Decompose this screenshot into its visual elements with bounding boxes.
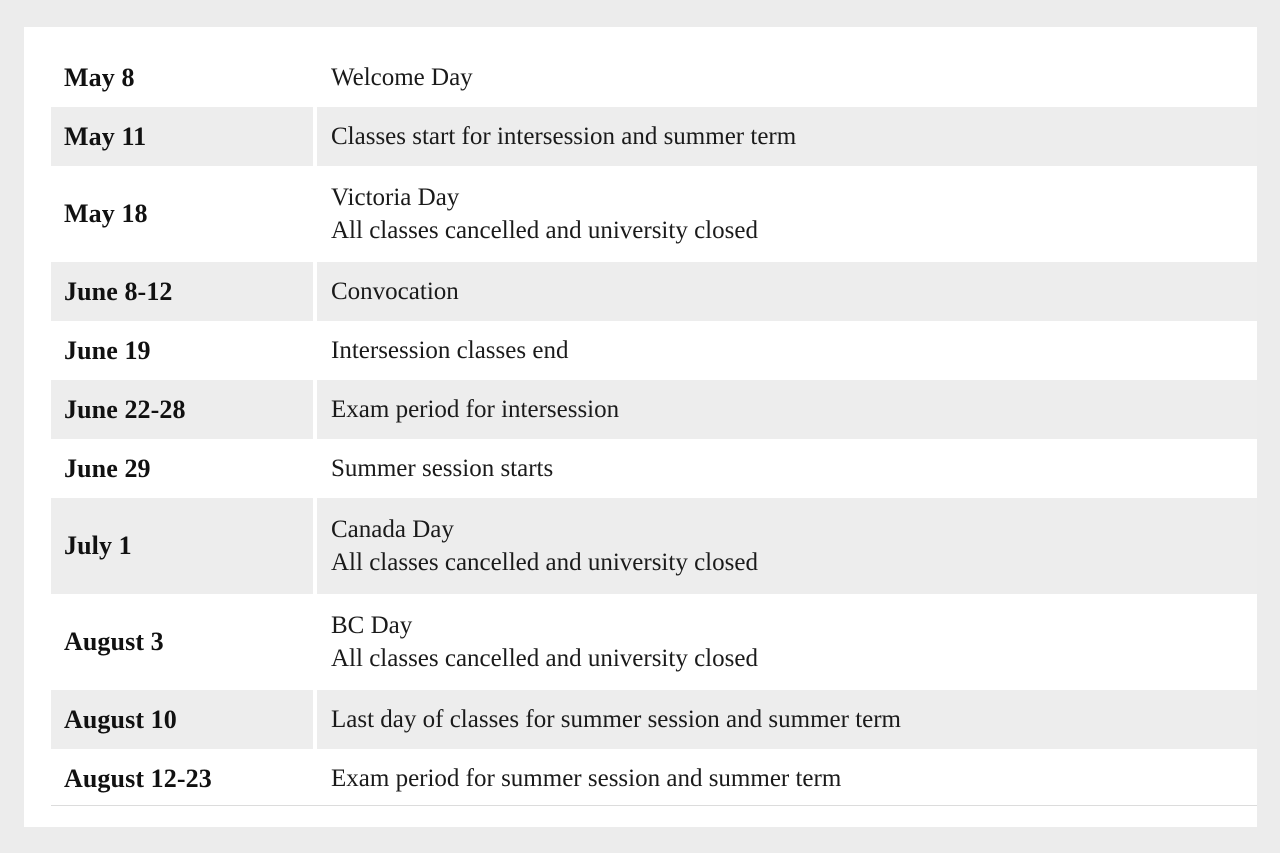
event-line: All classes cancelled and university closed xyxy=(331,549,758,576)
table-row xyxy=(51,321,1257,380)
date-cell: June 19 xyxy=(51,321,315,380)
event-cell xyxy=(315,690,1257,749)
event-cell xyxy=(315,48,1257,107)
table-row xyxy=(51,498,1257,594)
date-cell: June 29 xyxy=(51,439,315,498)
event-line: Victoria Day xyxy=(331,184,460,211)
event-line: All classes cancelled and university closed xyxy=(331,645,758,672)
event-cell xyxy=(315,262,1257,321)
event-line: Summer session starts xyxy=(331,455,554,482)
table-row xyxy=(51,594,1257,690)
event-cell xyxy=(315,749,1257,808)
event-cell xyxy=(315,166,1257,262)
date-cell: June 22-28 xyxy=(51,380,315,439)
table-row xyxy=(51,166,1257,262)
content-card xyxy=(24,27,1257,827)
event-line: Exam period for summer session and summer term xyxy=(331,765,842,792)
event-cell xyxy=(315,107,1257,166)
date-cell: July 1 xyxy=(51,498,315,594)
event-line: Exam period for intersession xyxy=(331,396,620,423)
event-line: Intersession classes end xyxy=(331,337,569,364)
date-cell: May 8 xyxy=(51,48,315,107)
date-cell: May 11 xyxy=(51,107,315,166)
date-cell: August 12-23 xyxy=(51,749,315,808)
date-cell: August 10 xyxy=(51,690,315,749)
table-body xyxy=(51,48,1257,808)
table-row xyxy=(51,439,1257,498)
event-line: Convocation xyxy=(331,278,459,305)
table-row xyxy=(51,262,1257,321)
event-line: Canada Day xyxy=(331,516,454,543)
event-cell xyxy=(315,321,1257,380)
event-line: Classes start for intersession and summer term xyxy=(331,123,797,150)
table-row xyxy=(51,48,1257,107)
table-row xyxy=(51,749,1257,808)
event-cell xyxy=(315,380,1257,439)
event-line: All classes cancelled and university closed xyxy=(331,217,758,244)
event-cell xyxy=(315,439,1257,498)
event-cell xyxy=(315,498,1257,594)
event-cell xyxy=(315,594,1257,690)
event-line: Welcome Day xyxy=(331,64,473,91)
table-row xyxy=(51,690,1257,749)
date-cell: May 18 xyxy=(51,166,315,262)
table-row xyxy=(51,107,1257,166)
date-cell: June 8-12 xyxy=(51,262,315,321)
date-cell: August 3 xyxy=(51,594,315,690)
academic-dates-table xyxy=(51,48,1257,808)
event-line: Last day of classes for summer session and summer term xyxy=(331,706,902,733)
event-line: BC Day xyxy=(331,612,413,639)
table-row xyxy=(51,380,1257,439)
table-bottom-rule xyxy=(51,805,1257,806)
